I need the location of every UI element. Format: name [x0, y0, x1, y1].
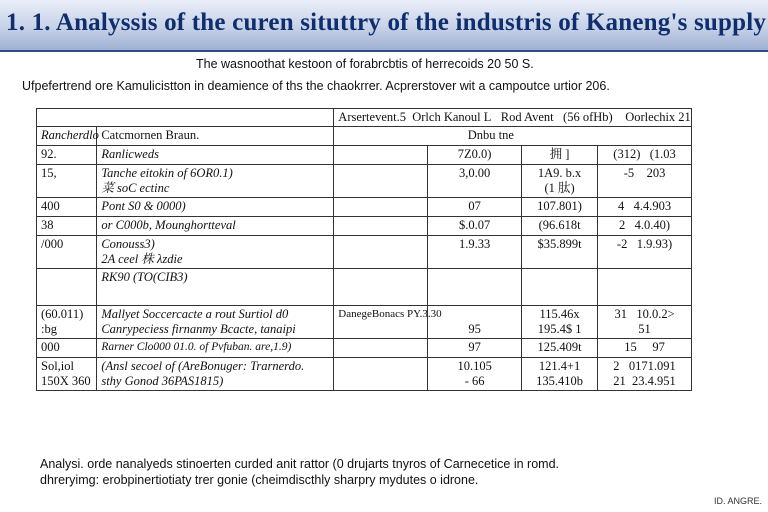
- row-desc: [97, 236, 334, 269]
- row-desc-line-1: Mallyet Soccercacte a rout Surtiol d0: [101, 307, 289, 321]
- row-col-a: [334, 146, 428, 165]
- row-col-de: [598, 198, 692, 217]
- subtitle-line-1: The wasnoothat kestoon of forabrcbtis of herrecoids 20 50 S.: [196, 57, 534, 71]
- row-col-e: 10.0.2>: [636, 307, 675, 321]
- page-title: 1. 1. Analyssis of the curen situttry of the industris of Kaneng's supply: [6, 9, 767, 36]
- row-col-a: [334, 339, 428, 358]
- row-col-b: 1.9.33: [428, 236, 522, 269]
- row-col-de: [598, 358, 692, 391]
- row-desc: Pont S0 & 0000): [97, 198, 334, 217]
- row-code-line-1: Sol,iol: [41, 359, 74, 373]
- row-col-b: 07: [428, 198, 522, 217]
- row-code-line-1: (60.011): [41, 307, 84, 321]
- header-col-c: Rod Avent: [500, 110, 554, 124]
- header-col-a: Arsertevent.5: [338, 110, 406, 124]
- row-col-e: 0171.091: [628, 359, 676, 373]
- row-code-line-2: 150X 360: [41, 374, 91, 388]
- data-table: [36, 108, 692, 391]
- row-col-a: [334, 217, 428, 236]
- row-col-e-line-2: 23.4.951: [632, 374, 676, 388]
- note-line-2: dhreryimg: erobpinertiotiaty trer gonie (cheimdiscthly sharpry mydutes o idrone.: [40, 473, 479, 487]
- corner-label: ID. ANGRE.: [713, 496, 762, 506]
- row-desc-line-1: Tanche eitokin of 6OR0.1): [101, 166, 233, 180]
- row-code: 15,: [37, 165, 97, 198]
- row-code: [37, 269, 97, 306]
- row-col-de: [598, 306, 692, 339]
- table-header-cell-left: [37, 109, 334, 127]
- row-col-c: [522, 165, 598, 198]
- row-col-b: [428, 269, 522, 306]
- row-col-de: [598, 236, 692, 269]
- row-col-d: -2: [616, 237, 628, 251]
- table-header-cell-right: [334, 109, 692, 127]
- row-col-c: 125.409t: [522, 339, 598, 358]
- row-col-d: 4: [617, 199, 625, 213]
- row-col-c-line-1: 1A9. b.x: [537, 166, 582, 180]
- row-col-c-line-2: (1 肽): [544, 181, 575, 195]
- row-desc-line-2: 2A ceel 株 λzdie: [101, 252, 183, 266]
- row-col-c: 拥 ]: [522, 146, 598, 165]
- row-desc: or C000b, Mounghortteval: [97, 217, 334, 236]
- row-col-c: 107.801): [522, 198, 598, 217]
- row-col-d: (312): [613, 147, 641, 161]
- row-desc-line-2: sthy Gonod 36PAS1815): [101, 374, 224, 388]
- row-col-b: $.0.07: [428, 217, 522, 236]
- row-col-a: [334, 198, 428, 217]
- row-col-de: [598, 339, 692, 358]
- row-col-a: [334, 165, 428, 198]
- row-col-d: 15: [624, 340, 637, 354]
- row-col-b: [428, 358, 522, 391]
- title-bar: [0, 0, 768, 52]
- table-row: [37, 306, 692, 339]
- row-col-de: [598, 165, 692, 198]
- table-row: [37, 339, 692, 358]
- header-col-d: (56 ofHb): [563, 110, 613, 124]
- row-col-de: [598, 269, 692, 306]
- row-desc: [97, 358, 334, 391]
- row-code: 92.: [37, 146, 97, 165]
- row-code: [37, 358, 97, 391]
- row-col-d: 2: [619, 218, 626, 232]
- row-col-b-line-1: 10.105: [457, 359, 492, 373]
- row-desc-line-2: Canrypeciess firnanmy Bcacte, tanaipi: [101, 322, 296, 336]
- row-code-line-2: :bg: [41, 322, 57, 336]
- row-col-e: 4.0.40): [634, 218, 671, 232]
- row-col-d: 2: [613, 359, 620, 373]
- row-desc-line-1: (Ansl secoel of (AreBonuger: Trarnerdo.: [101, 359, 305, 373]
- row-col-c: [522, 269, 598, 306]
- row-col-a: [334, 236, 428, 269]
- table-row: [37, 217, 692, 236]
- row-col-c: $35.899t: [522, 236, 598, 269]
- table-row: [37, 146, 692, 165]
- row-col-c-line-2: 135.410b: [536, 374, 584, 388]
- table-row: [37, 358, 692, 391]
- row-col-d: 31: [614, 307, 627, 321]
- row-col-d-line-2: 51: [638, 322, 651, 336]
- row-code: /000: [37, 236, 97, 269]
- row-col-e: 4.4.903: [633, 199, 672, 213]
- row-col-c-line-1: 121.4+1: [538, 359, 581, 373]
- row-col-b-line-2: - 66: [464, 374, 485, 388]
- row-desc: RK90 (TO(CIB3): [97, 269, 334, 306]
- row-desc-line-2: 菜 soC ectinc: [101, 181, 170, 195]
- row-col-c-line-2: 195.4$ 1: [537, 322, 582, 336]
- row-col-a: [334, 269, 428, 306]
- row-col-de: [598, 217, 692, 236]
- row-col-c: [522, 358, 598, 391]
- table-row: [37, 198, 692, 217]
- row-col-c: [522, 306, 598, 339]
- row-col-b: 7Z0.0): [428, 146, 522, 165]
- row-col-b: 3,0.00: [428, 165, 522, 198]
- subtitle-line-2: Ufpefertrend ore Kamulicistton in deamience of ths the chaokrrer. Acprerstover wit a campoutce urtior 206.: [22, 79, 610, 93]
- header-col-e: Oorlechix 21: [625, 110, 691, 124]
- header-desc: Catcmornen Braun.: [97, 127, 334, 146]
- row-col-e: 97: [652, 340, 665, 354]
- row-col-c: (96.618t: [522, 217, 598, 236]
- row-desc: [97, 306, 334, 339]
- header-sub-b: Dnbu tne: [428, 127, 692, 146]
- table-row: [37, 165, 692, 198]
- row-code: 400: [37, 198, 97, 217]
- row-desc: Ranlicweds: [97, 146, 334, 165]
- row-col-c-line-1: 115.46x: [539, 307, 580, 321]
- row-desc: [97, 165, 334, 198]
- row-code: 38: [37, 217, 97, 236]
- table-row: [37, 236, 692, 269]
- row-col-a: [334, 358, 428, 391]
- table-header-row: [37, 109, 692, 127]
- row-col-e: (1.03: [649, 147, 676, 161]
- row-desc: Rarner Clo000 01.0. of Pvfuban. are,1.9): [97, 339, 334, 358]
- row-code: 000: [37, 339, 97, 358]
- header-code: Rancherdlo: [37, 127, 97, 146]
- row-col-de: [598, 146, 692, 165]
- row-col-d-line-2: 21: [613, 374, 626, 388]
- row-col-b-line-2: 95: [468, 322, 481, 336]
- header-col-b: Orlch Kanoul L: [412, 110, 492, 124]
- row-col-b: 97: [428, 339, 522, 358]
- row-code: [37, 306, 97, 339]
- row-desc-line-1: Conouss3): [101, 237, 155, 251]
- row-col-e: 203: [646, 166, 666, 180]
- note-line-1: Analysi. orde nanalyeds stinoerten curded anit rattor (0 drujarts tnyros of Carnecetice in romd.: [40, 457, 560, 471]
- row-col-a: DanegeBonacs PY.3.30: [334, 306, 428, 339]
- row-col-d: -5: [623, 166, 635, 180]
- table-subheader-row: [37, 127, 692, 146]
- table-row: [37, 269, 692, 306]
- row-col-e: 1.9.93): [636, 237, 673, 251]
